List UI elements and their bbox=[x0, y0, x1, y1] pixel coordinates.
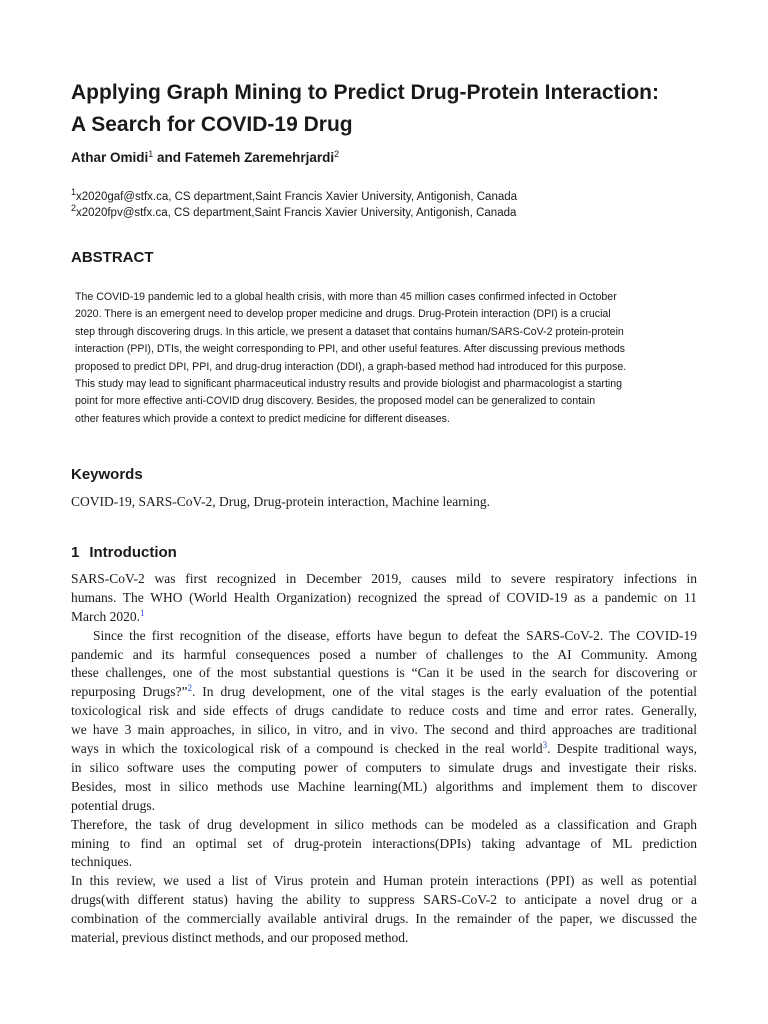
affiliation-text: x2020gaf@stfx.ca, CS department,Saint Francis Xavier University, Antigonish, Canada bbox=[76, 191, 518, 203]
line-text: . Despite traditional ways, bbox=[547, 741, 697, 757]
line-text: In this review, we used a list of Virus protein and Human protein interactions (PPI) as well as potential bbox=[71, 873, 697, 889]
line-text: combination of the commercially available antiviral drugs. In the remainder of the paper, we discussed the bbox=[71, 911, 697, 927]
body-text-line bbox=[71, 740, 697, 759]
line-text: these challenges, one of the most substantial questions is “Can it be used in the search for discovering or bbox=[71, 665, 697, 681]
body-text-line bbox=[71, 664, 697, 683]
affiliation-mark: 1 bbox=[71, 187, 77, 197]
abstract-line: proposed to predict DPI, PPI, and drug-drug interaction (DDI), a graph-based method had introduced for this purpose. bbox=[75, 360, 627, 373]
line-text: in silico software uses the computing power of computers to simulate drugs and investigate their risks. bbox=[71, 759, 697, 775]
body-text-line bbox=[71, 853, 697, 872]
body-text-line bbox=[71, 891, 697, 910]
section-heading-introduction bbox=[71, 544, 177, 561]
line-text: drugs(with different status) having the ability to suppress SARS-CoV-2 to anticipate a novel drug or a bbox=[71, 892, 697, 908]
body-text-line bbox=[71, 797, 697, 816]
title-line: A Search for COVID-19 Drug bbox=[71, 113, 353, 136]
line-text: . In drug development, one of the vital stages is the early evaluation of the potential bbox=[191, 684, 697, 700]
abstract-line: The COVID-19 pandemic led to a global health crisis, with more than 45 million cases confirmed infected in October bbox=[75, 291, 617, 303]
line-text: Since the first recognition of the disease, efforts have begun to defeat the SARS-CoV-2. The COVID-19 bbox=[93, 627, 697, 643]
abstract-line: 2020. There is an emergent need to develop proper medicine and drugs. Drug-Protein interaction (DPI) is a crucial bbox=[75, 308, 611, 321]
affiliation bbox=[71, 203, 517, 219]
line-text: techniques. bbox=[71, 854, 133, 870]
body-text-line bbox=[71, 929, 697, 948]
line-text: humans. The WHO (World Health Organization) recognized the spread of COVID-19 as a pandemic on 11 bbox=[71, 589, 697, 605]
body-text-line bbox=[71, 835, 697, 854]
abstract-text bbox=[75, 289, 705, 428]
abstract-line: interaction (PPI), DTIs, the weight corresponding to PPI, and other useful features. After discussing previous methods bbox=[75, 343, 625, 356]
line-text: SARS-CoV-2 was first recognized in December 2019, causes mild to severe respiratory infections in bbox=[71, 571, 697, 586]
line-text: March 2020. bbox=[71, 608, 140, 624]
body-text-line bbox=[71, 589, 697, 608]
line-text: pandemic and its harmful consequences posed a number of challenges to the AI Community. Among bbox=[71, 646, 697, 662]
line-text: mining to find an optimal set of drug-protein interactions(DPIs) taking advantage of ML prediction bbox=[71, 835, 697, 851]
affiliation bbox=[71, 187, 518, 203]
author-conjunction: and bbox=[153, 150, 185, 165]
line-text: repurposing Drugs?” bbox=[71, 684, 188, 700]
affiliation-text: x2020fpv@stfx.ca, CS department,Saint Francis Xavier University, Antigonish, Canada bbox=[76, 207, 517, 219]
body-text-line bbox=[71, 910, 697, 929]
body-text-line bbox=[71, 872, 697, 891]
line-text: material, previous distinct methods, and our proposed method. bbox=[71, 929, 409, 945]
author-list bbox=[71, 150, 339, 165]
body-text-line bbox=[71, 683, 697, 702]
footnote-ref-link[interactable]: 2 bbox=[187, 683, 192, 694]
line-text: Besides, most in silico methods use Machine learning(ML) algorithms and implement them to discover bbox=[71, 778, 697, 794]
footnote-ref-link[interactable]: 1 bbox=[139, 607, 145, 618]
title-line: Applying Graph Mining to Predict Drug-Protein Interaction: bbox=[71, 81, 659, 104]
abstract-line: step through discovering drugs. In this article, we present a dataset that contains human/SARS-CoV-2 protein-protein bbox=[75, 325, 624, 338]
body-text-line bbox=[71, 778, 697, 797]
abstract-line: This study may lead to significant pharmaceutical industry results and provide biologist and pharmacologist a starting bbox=[75, 378, 623, 391]
line-text: toxicological risk and side effects of drugs candidate to reduce costs and time and error rates. Generally, bbox=[71, 703, 697, 719]
section-title: Introduction bbox=[89, 544, 177, 561]
introduction-body bbox=[71, 570, 697, 948]
footnote-ref-link[interactable]: 3 bbox=[542, 740, 548, 751]
abstract-line: other features which provide a context to predict medicine for different diseases. bbox=[75, 412, 450, 425]
keywords-text: COVID-19, SARS-CoV-2, Drug, Drug-protein interaction, Machine learning. bbox=[71, 494, 491, 509]
body-text-line bbox=[71, 721, 697, 740]
author-name: Athar Omidi bbox=[71, 150, 149, 165]
line-text: Therefore, the task of drug development in silico methods can be modeled as a classification and Graph bbox=[71, 816, 697, 832]
line-text: ways in which the toxicological risk of a compound is checked in the real world bbox=[71, 741, 543, 757]
section-number: 1 bbox=[71, 544, 80, 561]
abstract-line: point for more effective anti-COVID drug discovery. Besides, the proposed model can be generalized to contain bbox=[75, 395, 596, 408]
body-text-line bbox=[71, 570, 697, 589]
author-affiliation-mark: 1 bbox=[148, 149, 154, 159]
affiliation-mark: 2 bbox=[71, 203, 77, 213]
line-text: we have 3 main approaches, in silico, in vitro, and in vivo. The second and third approaches are traditional bbox=[71, 722, 697, 738]
body-text-line bbox=[71, 702, 697, 721]
body-text-line bbox=[71, 646, 697, 665]
body-text-line bbox=[71, 816, 697, 835]
body-text-line bbox=[71, 627, 697, 646]
keywords-heading: Keywords bbox=[71, 466, 143, 483]
line-text: potential drugs. bbox=[71, 797, 155, 813]
body-text-line bbox=[71, 608, 697, 627]
author-affiliation-mark: 2 bbox=[334, 149, 340, 159]
abstract-heading: ABSTRACT bbox=[71, 249, 154, 266]
paper-title bbox=[71, 77, 711, 141]
body-text-line bbox=[71, 759, 697, 778]
author-name: Fatemeh Zaremehrjardi bbox=[184, 150, 335, 165]
